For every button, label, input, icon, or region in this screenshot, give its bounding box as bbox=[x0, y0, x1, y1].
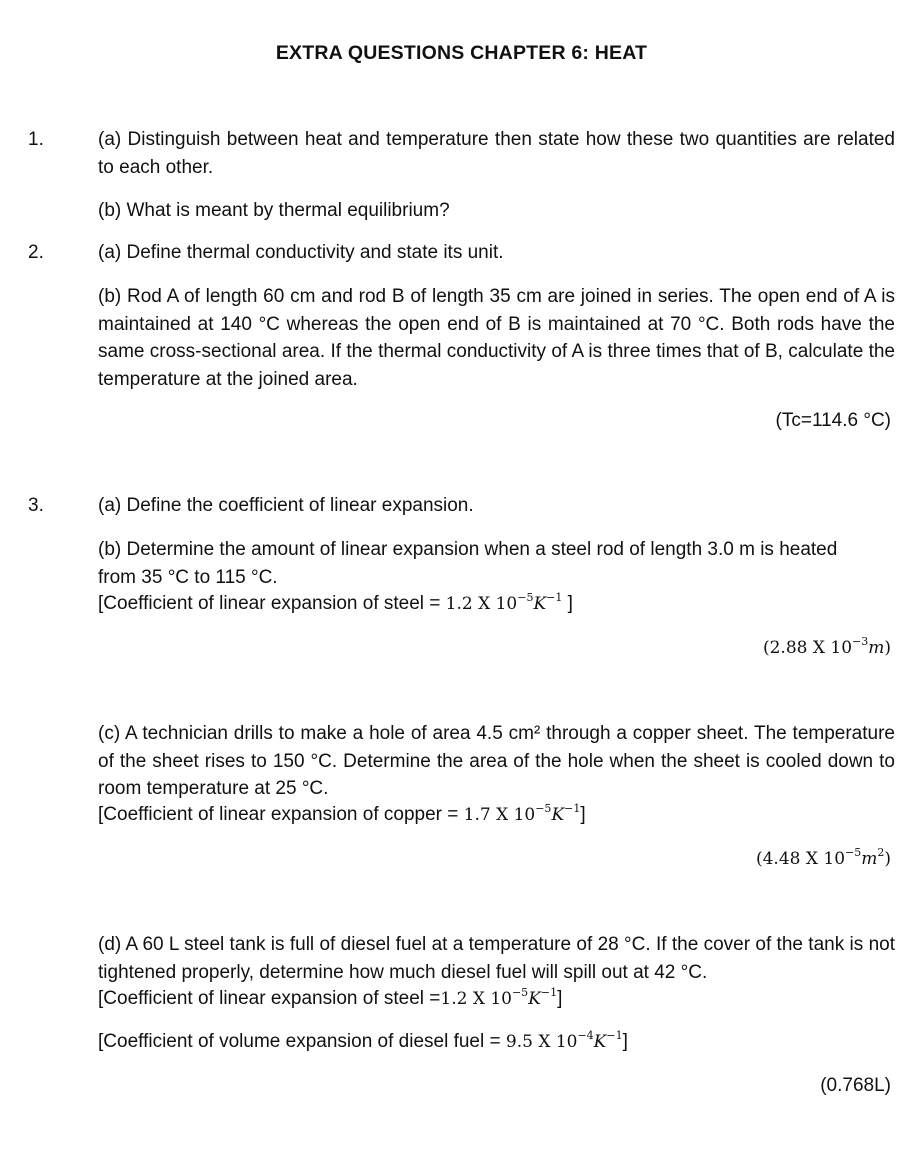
question-3b-text: (b) Determine the amount of linear expansion when a steel rod of length 3.0 m is heated from 35 °C to 115 °C. bbox=[98, 539, 838, 588]
page-title: EXTRA QUESTIONS CHAPTER 6: HEAT bbox=[275, 42, 648, 64]
question-1a-text: (a) Distinguish between heat and temperature then state how these two quantities are related to each other. bbox=[98, 129, 895, 178]
coefficient-value: 9.5 X $10^{-4}K^{-1}$ bbox=[505, 1029, 623, 1052]
question-3c-coefficient: [Coefficient of linear expansion of copper = 1.7 X $10^{-5}K^{-1}$] bbox=[98, 802, 586, 825]
coefficient-value: 1.7 X $10^{-5}K^{-1}$ bbox=[463, 802, 581, 825]
coefficient-label: [Coefficient of linear expansion of steel = bbox=[98, 593, 446, 614]
question-1-number: 1. bbox=[28, 129, 44, 150]
question-2b-text: (b) Rod A of length 60 cm and rod B of length 35 cm are joined in series. The open end of A is maintained at 140 °C whereas the open end of B is maintained at 70 °C. Both rods have the same cross-sectional area. If the thermal conductivity of A is three times that of B, calculate the temperature at the joined area. bbox=[98, 286, 895, 390]
question-3d-coefficient-steel: [Coefficient of linear expansion of steel =1.2 X $10^{-5}K^{-1}$] bbox=[98, 986, 563, 1009]
question-3b-coefficient: [Coefficient of linear expansion of steel = 1.2 X $10^{-5}K^{-1}$ ] bbox=[98, 591, 573, 614]
coefficient-value: 1.2 X $10^{-5}K^{-1}$ bbox=[440, 986, 558, 1009]
question-3c-answer: (4.48 X $10^{-5}m^2$) bbox=[755, 846, 891, 869]
question-1b-text: (b) What is meant by thermal equilibrium? bbox=[98, 200, 450, 221]
question-2-number: 2. bbox=[28, 242, 44, 263]
question-3d-coefficient-diesel: [Coefficient of volume expansion of diesel fuel = 9.5 X $10^{-4}K^{-1}$] bbox=[98, 1029, 628, 1052]
coefficient-label: [Coefficient of linear expansion of copper = bbox=[98, 804, 464, 825]
question-3d-answer: (0.768L) bbox=[820, 1075, 891, 1096]
question-2b-answer: (Tc=114.6 °C) bbox=[775, 410, 891, 431]
coefficient-label: [Coefficient of volume expansion of diesel fuel = bbox=[98, 1031, 506, 1052]
question-3a-text: (a) Define the coefficient of linear expansion. bbox=[98, 495, 474, 516]
question-3c-text: (c) A technician drills to make a hole of area 4.5 cm² through a copper sheet. The temperature of the sheet rises to 150 °C. Determine the area of the hole when the sheet is cooled down to room temperature at 25 °C. bbox=[98, 723, 895, 799]
question-3-number: 3. bbox=[28, 495, 44, 516]
question-3b-answer: (2.88 X $10^{-3}m$) bbox=[762, 635, 891, 658]
question-3d-text: (d) A 60 L steel tank is full of diesel fuel at a temperature of 28 °C. If the cover of the tank is not tightened properly, determine how much diesel fuel will spill out at 42 °C. bbox=[98, 934, 895, 983]
coefficient-value: 1.2 X $10^{-5}K^{-1}$ bbox=[445, 591, 563, 614]
coefficient-label: [Coefficient of linear expansion of steel = bbox=[98, 988, 441, 1009]
question-2a-text: (a) Define thermal conductivity and state its unit. bbox=[98, 242, 504, 263]
